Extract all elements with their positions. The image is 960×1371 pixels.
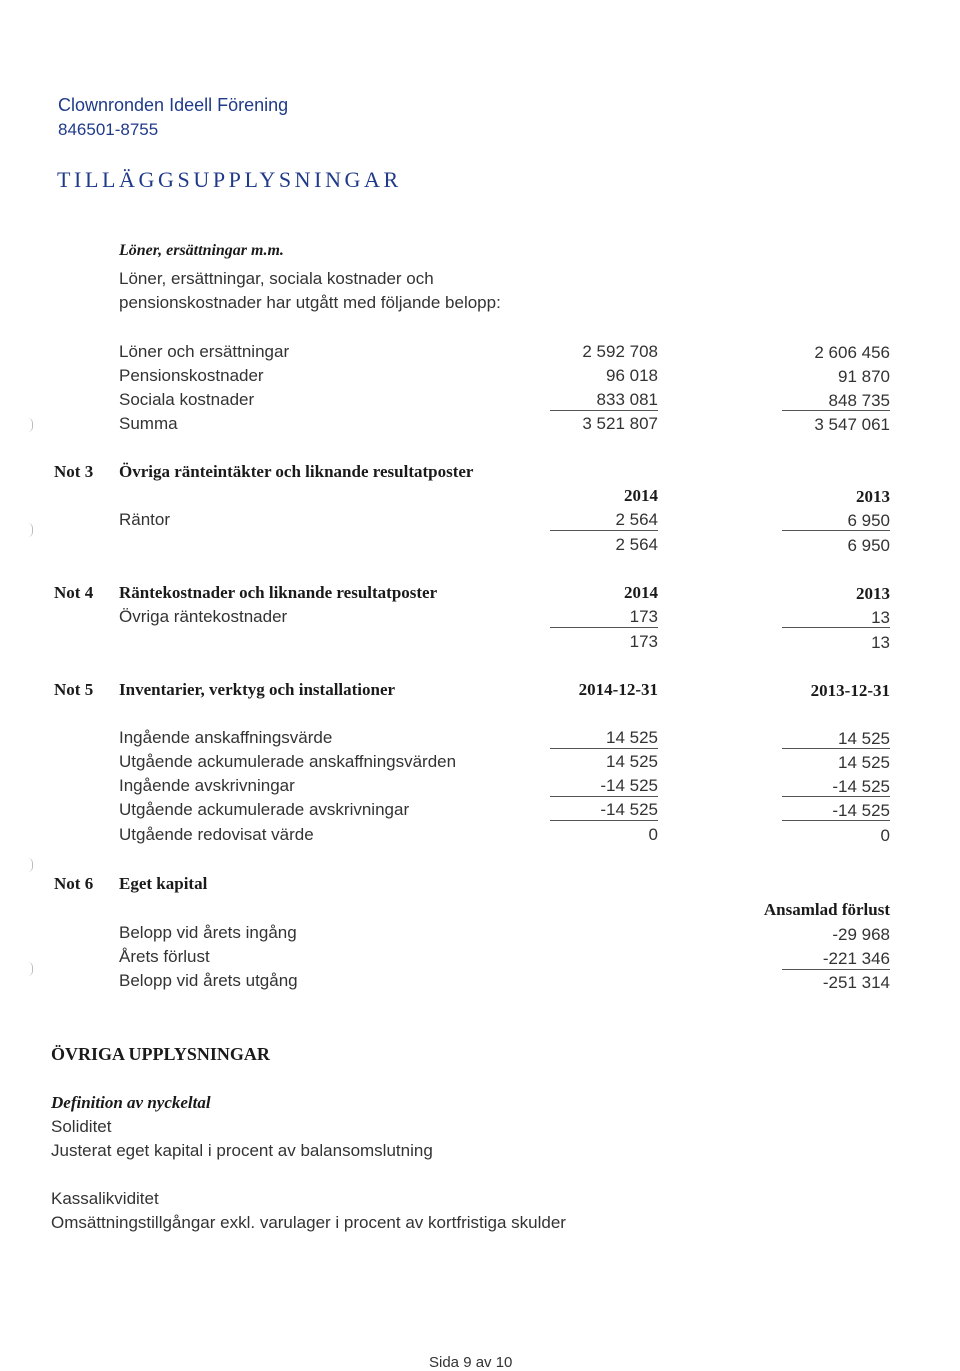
note-row-label: Belopp vid årets utgång bbox=[119, 971, 298, 990]
note-row-label: Belopp vid årets ingång bbox=[119, 923, 297, 942]
definition-heading: Definition av nyckeltal bbox=[51, 1093, 211, 1112]
underline bbox=[782, 748, 890, 749]
section-heading: ÖVRIGA UPPLYSNINGAR bbox=[51, 1044, 270, 1064]
underline bbox=[782, 796, 890, 797]
underline bbox=[782, 627, 890, 628]
loner-row-value-2013: 848 735 bbox=[828, 391, 890, 410]
note-row-value-2013: -14 525 bbox=[832, 777, 890, 796]
loner-summa-label: Summa bbox=[119, 414, 178, 433]
note-label: Not 4 bbox=[54, 583, 94, 602]
organization-name: Clownronden Ideell Förening bbox=[58, 95, 289, 115]
note-row-value-2013: -14 525 bbox=[832, 801, 890, 820]
underline bbox=[782, 410, 890, 411]
underline bbox=[782, 530, 890, 531]
loner-row-value-2014: 96 018 bbox=[606, 366, 658, 385]
column-header-2013: 2013 bbox=[856, 487, 890, 506]
kassalikviditet-description: Omsättningstillgångar exkl. varulager i procent av kortfristiga skulder bbox=[51, 1213, 566, 1232]
margin-mark bbox=[28, 858, 33, 872]
loner-row-value-2013: 91 870 bbox=[838, 367, 890, 386]
note-heading: Inventarier, verktyg och installationer bbox=[119, 680, 396, 699]
margin-mark bbox=[28, 962, 33, 976]
note-row-label: Utgående redovisat värde bbox=[119, 825, 314, 844]
loner-heading: Löner, ersättningar m.m. bbox=[119, 242, 284, 259]
note-row-value-2014: 0 bbox=[648, 825, 658, 844]
loner-row-value-2014: 2 592 708 bbox=[582, 342, 658, 361]
loner-row-label: Pensionskostnader bbox=[119, 366, 264, 385]
organization-number: 846501-8755 bbox=[58, 120, 159, 139]
note-row-label: Utgående ackumulerade anskaffningsvärden bbox=[119, 752, 457, 771]
underline bbox=[550, 748, 658, 749]
note-row-value-2013: 0 bbox=[880, 826, 890, 845]
note-row-value-2013: 13 bbox=[871, 608, 890, 627]
note-row-value: -251 314 bbox=[822, 973, 890, 992]
soliditet-label: Soliditet bbox=[51, 1117, 112, 1136]
note-row-value-2014: 14 525 bbox=[606, 728, 658, 747]
loner-row-label: Sociala kostnader bbox=[119, 390, 255, 409]
underline bbox=[550, 796, 658, 797]
note-row-value-2013: 14 525 bbox=[838, 753, 890, 772]
loner-summa-2013: 3 547 061 bbox=[814, 415, 890, 434]
note-sum-2013: 6 950 bbox=[847, 536, 890, 555]
note-row-label: Ingående avskrivningar bbox=[119, 776, 295, 795]
column-header-date-2013: 2013-12-31 bbox=[810, 681, 890, 700]
underline bbox=[782, 820, 890, 821]
margin-mark bbox=[28, 418, 33, 432]
note-label: Not 6 bbox=[54, 874, 94, 893]
note-row-value-2014: 2 564 bbox=[615, 510, 658, 529]
note-row-value-2014: 173 bbox=[629, 607, 658, 626]
kassalikviditet-label: Kassalikviditet bbox=[51, 1189, 159, 1208]
column-header-2014: 2014 bbox=[624, 486, 658, 505]
note-heading: Eget kapital bbox=[119, 874, 208, 893]
note-sum-2013: 13 bbox=[871, 633, 890, 652]
loner-row-value-2013: 2 606 456 bbox=[814, 343, 890, 362]
note-row-label: Ingående anskaffningsvärde bbox=[119, 728, 333, 747]
note-label: Not 3 bbox=[54, 462, 94, 481]
page-number: Sida 9 av 10 bbox=[429, 1354, 513, 1371]
underline bbox=[550, 627, 658, 628]
note-row-value-2013: 6 950 bbox=[847, 511, 890, 530]
loner-intro-line2: pensionskostnader har utgått med följande belopp: bbox=[119, 293, 501, 312]
loner-summa-2014: 3 521 807 bbox=[582, 414, 658, 433]
underline bbox=[782, 969, 890, 970]
column-header-2014: 2014 bbox=[624, 583, 658, 602]
column-header-date-2014: 2014-12-31 bbox=[578, 680, 658, 699]
note-row-value: -29 968 bbox=[832, 925, 890, 944]
underline bbox=[550, 410, 658, 411]
column-header-2013: 2013 bbox=[856, 584, 890, 603]
underline bbox=[550, 530, 658, 531]
note-row-value-2014: -14 525 bbox=[600, 800, 658, 819]
note-row-label: Årets förlust bbox=[119, 947, 210, 966]
note-row-label: Räntor bbox=[119, 510, 171, 529]
note-heading: Räntekostnader och liknande resultatposter bbox=[119, 583, 438, 602]
column-header-ansamlad-forlust: Ansamlad förlust bbox=[763, 900, 890, 919]
note-sum-2014: 173 bbox=[629, 632, 658, 651]
note-sum-2014: 2 564 bbox=[615, 535, 658, 554]
note-row-value-2013: 14 525 bbox=[838, 729, 890, 748]
note-heading: Övriga ränteintäkter och liknande resultatposter bbox=[119, 462, 474, 481]
loner-row-label: Löner och ersättningar bbox=[119, 342, 290, 361]
underline bbox=[550, 820, 658, 821]
loner-row-value-2014: 833 081 bbox=[596, 390, 658, 409]
note-label: Not 5 bbox=[54, 680, 94, 699]
margin-mark bbox=[28, 523, 33, 537]
loner-intro-line1: Löner, ersättningar, sociala kostnader och bbox=[119, 269, 434, 288]
note-row-value-2014: 14 525 bbox=[606, 752, 658, 771]
note-row-value: -221 346 bbox=[822, 949, 890, 968]
note-row-label: Övriga räntekostnader bbox=[119, 607, 288, 626]
note-row-value-2014: -14 525 bbox=[600, 776, 658, 795]
page-title: TILLÄGGSUPPLYSNINGAR bbox=[57, 167, 402, 192]
note-row-label: Utgående ackumulerade avskrivningar bbox=[119, 800, 410, 819]
soliditet-description: Justerat eget kapital i procent av balansomslutning bbox=[51, 1141, 433, 1160]
